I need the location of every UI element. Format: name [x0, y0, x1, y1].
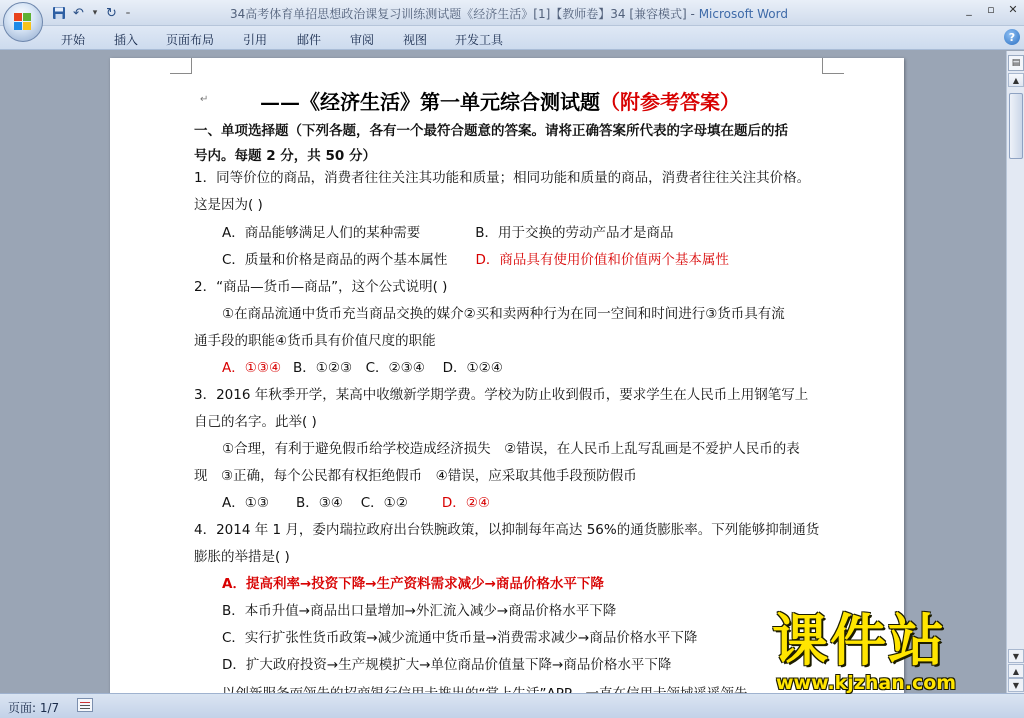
- q1-option-b: B．用于交换的劳动产品才是商品: [475, 225, 674, 241]
- q2-options: [222, 356, 503, 376]
- tab-page-layout[interactable]: 页面布局: [166, 33, 215, 47]
- title-main: ——《经济生活》第一单元综合测试题: [260, 90, 600, 114]
- document-name: 34高考体育单招思想政治课复习训练测试题《经济生活》[1]【教师卷】34 [兼容模式] -: [230, 7, 699, 21]
- undo-dropdown-icon[interactable]: ▾: [92, 8, 98, 18]
- q4-stem-line-2: 膨胀的举措是( ): [194, 549, 290, 565]
- q4-option-d: D．扩大政府投资→生产规模扩大→单位商品价值量下降→商品价格水平下降: [222, 657, 672, 673]
- q1-option-a: A．商品能够满足人们的某种需要: [222, 225, 421, 241]
- q3-stem-line-2: 自己的名字。此举( ): [194, 414, 317, 430]
- watermark-logo: 课件站: [772, 609, 946, 674]
- q1-option-c: C．质量和价格是商品的两个基本属性: [222, 252, 448, 268]
- q3-statements-line-1: ①合理，有利于避免假币给学校造成经济损失 ②错误，在人民币上乱写乱画是不爱护人民币的表: [222, 441, 800, 457]
- q1-options-cd: [222, 248, 729, 268]
- tab-review[interactable]: 审阅: [350, 33, 375, 47]
- q2-statements-line-2: 通手段的职能④货币具有价值尺度的职能: [194, 333, 436, 349]
- page-count[interactable]: 页面: 1/7: [8, 701, 60, 715]
- q2-stem: 2．“商品—货币—商品”，这个公式说明( ): [194, 279, 448, 295]
- tab-mailings[interactable]: 邮件: [297, 33, 322, 47]
- redo-icon[interactable]: ↻: [106, 5, 117, 21]
- q4-option-c: C．实行扩张性货币政策→减少流通中货币量→消费需求减少→商品价格水平下降: [222, 630, 698, 646]
- q1-stem-line-1: 1．同等价位的商品，消费者往往关注其功能和质量；相同功能和质量的商品，消费者往往关注其价格。: [194, 170, 811, 186]
- q2-statements-line-1: ①在商品流通中货币充当商品交换的媒介②买和卖两种行为在同一空间和时间进行③货币具有流: [222, 306, 785, 322]
- view-ruler-icon[interactable]: ▤: [1008, 55, 1024, 71]
- title-answer-note: （附参考答案）: [600, 90, 740, 114]
- app-name: Microsoft Word: [698, 7, 788, 21]
- scroll-down-icon[interactable]: ▼: [1008, 649, 1024, 663]
- q2-options-bcd: B．①②③ C．②③④ D．①②④: [293, 360, 503, 376]
- q1-stem-line-2: 这是因为( ): [194, 197, 263, 213]
- q1-option-d-answer: D．商品具有使用价值和价值两个基本属性: [475, 252, 729, 268]
- undo-icon[interactable]: ↶: [73, 5, 84, 21]
- q1-options-ab: [222, 221, 674, 241]
- q4-option-b: B．本币升值→商品出口量增加→外汇流入减少→商品价格水平下降: [222, 603, 617, 619]
- window-title: [230, 5, 788, 22]
- restore-button[interactable]: ▫: [987, 2, 995, 16]
- q4-stem-line-1: 4．2014 年 1 月，委内瑞拉政府出台铁腕政策，以抑制每年高达 56%的通货膨胀率。下列能够抑制通货: [194, 522, 820, 538]
- previous-page-icon[interactable]: ▲: [1008, 664, 1024, 678]
- paragraph-mark: ↵: [200, 94, 209, 105]
- q3-statements-line-2: 现 ③正确，每个公民都有权拒绝假币 ④错误，应采取其他手段预防假币: [194, 468, 637, 484]
- save-icon[interactable]: [50, 5, 67, 22]
- tab-view[interactable]: 视图: [403, 33, 428, 47]
- document-area: [0, 51, 1006, 693]
- office-button[interactable]: [3, 2, 43, 42]
- window-controls: [958, 0, 1024, 18]
- ribbon-tabs: [0, 26, 1024, 50]
- next-page-icon[interactable]: ▼: [1008, 678, 1024, 692]
- section-heading-line-2: 号内。每题 2 分，共 50 分）: [194, 148, 376, 164]
- title-bar: [0, 0, 1024, 26]
- document-title: [260, 86, 740, 115]
- tab-insert[interactable]: 插入: [114, 33, 139, 47]
- margin-corner-top-right: [822, 58, 844, 74]
- tab-home[interactable]: 开始: [61, 33, 86, 47]
- quick-access-toolbar: [50, 4, 133, 22]
- q4-option-a-answer: A．提高利率→投资下降→生产资料需求减少→商品价格水平下降: [222, 576, 604, 592]
- q2-option-a-answer: A．①③④: [222, 360, 282, 376]
- tab-developer[interactable]: 开发工具: [455, 33, 504, 47]
- q3-option-d-answer: D．②④: [441, 495, 490, 511]
- status-bar: [0, 693, 1024, 718]
- watermark: [772, 609, 1022, 694]
- q3-options-abc: A．①③ B．③④ C．①②: [222, 495, 408, 511]
- minimize-button[interactable]: _: [966, 2, 972, 16]
- q3-stem-line-1: 3．2016 年秋季开学，某高中收缴新学期学费。学校为防止收到假币，要求学生在人民币上用钢笔写上: [194, 387, 809, 403]
- margin-corner-top-left: [170, 58, 192, 74]
- close-button[interactable]: ✕: [1008, 2, 1018, 16]
- customize-toolbar-icon[interactable]: ₌: [125, 8, 131, 18]
- watermark-url: www.kjzhan.com: [776, 672, 957, 694]
- section-heading-line-1: 一、单项选择题（下列各题，各有一个最符合题意的答案。请将正确答案所代表的字母填在题后的括: [194, 123, 788, 139]
- document-page[interactable]: [110, 58, 904, 698]
- proofing-status-icon[interactable]: [77, 698, 93, 712]
- tab-references[interactable]: 引用: [243, 33, 268, 47]
- vertical-scrollbar[interactable]: [1006, 51, 1024, 693]
- office-logo-icon: [14, 13, 32, 31]
- scroll-up-icon[interactable]: ▲: [1008, 73, 1024, 87]
- help-icon[interactable]: ?: [1004, 29, 1020, 45]
- scrollbar-thumb[interactable]: [1009, 93, 1023, 159]
- q3-options: [222, 491, 490, 511]
